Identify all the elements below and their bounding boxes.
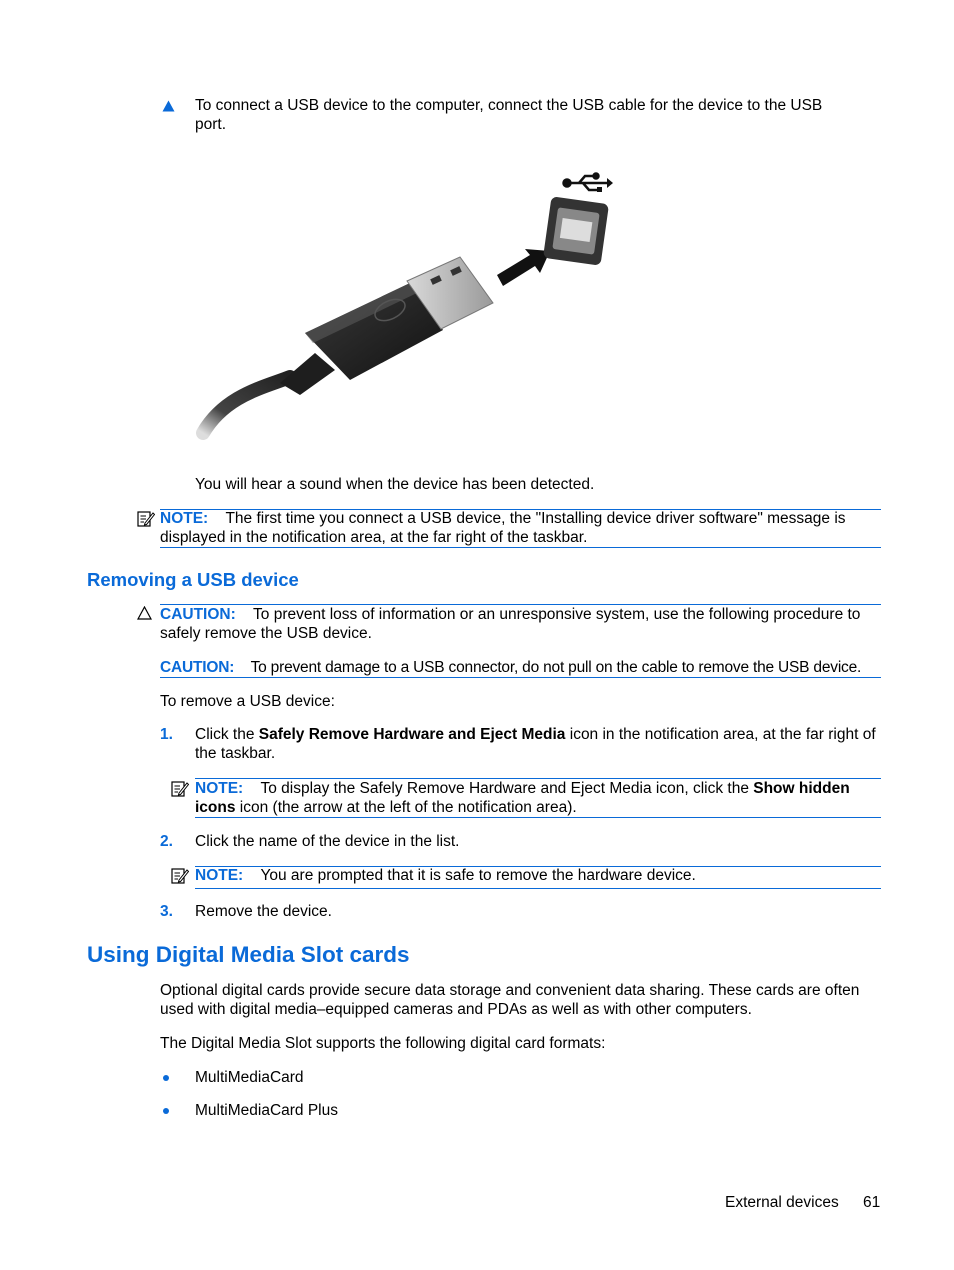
bullet-icon [163,1075,169,1081]
note2-post: icon (the arrow at the left of the notification area). [235,799,577,816]
note2-bottom-rule [195,817,881,818]
caution1-label: CAUTION: [160,606,236,623]
dms-paragraph-1: Optional digital cards provide secure data storage and convenient data sharing. These cards are often used with digital media–equipped cameras and PDAs as well as with other computers. [160,982,860,1018]
sound-note-text: You will hear a sound when the device has been detected. [195,476,595,493]
step3-text: Remove the device. [195,903,332,920]
step-triangle-icon [162,100,175,112]
usb-figure [195,165,625,445]
step1-number: 1. [160,726,173,743]
insert-arrow-icon [497,249,550,286]
list-item: MultiMediaCard Plus [195,1102,338,1119]
note-pencil-icon [137,510,155,528]
note2-pencil-icon [171,780,189,798]
step-intro-text: To connect a USB device to the computer, connect the USB cable for the device to the USB port. [195,97,823,133]
caution1-block [160,605,882,643]
caution-triangle-icon [137,606,152,620]
caution2-label: CAUTION: [160,659,235,676]
step2-number: 2. [160,833,173,850]
remove-intro-text: To remove a USB device: [160,693,335,710]
list-item: MultiMediaCard [195,1069,304,1086]
usb-trident-icon [564,174,614,193]
step1-bold: Safely Remove Hardware and Eject Media [258,726,566,743]
step1-post: icon in the notification area, at the far right of the taskbar. [195,726,876,762]
heading-digital-media-slot: Using Digital Media Slot cards [87,942,410,967]
note1-text: The first time you connect a USB device, the "Installing device driver software" message is displayed in the notification area, at the far right of the taskbar. [160,510,846,546]
note2-label: NOTE: [195,780,244,797]
note3-block [195,866,879,885]
step1-pre: Click the [195,726,259,743]
note2-bold: Show hidden icons [195,780,850,816]
caution1-text: To prevent loss of information or an unresponsive system, use the following procedure to safely remove the USB device. [160,606,861,642]
caution2-text: To prevent damage to a USB connector, do not pull on the cable to remove the USB device. [250,659,862,676]
step1-text [195,725,883,763]
caution2-bottom-rule [160,677,881,678]
note1-block [160,509,875,547]
step2-text: Click the name of the device in the list. [195,833,460,850]
note3-pencil-icon [171,867,189,885]
note2-block [195,779,879,817]
note2-pre: To display the Safely Remove Hardware and Eject Media icon, click the [260,780,754,797]
note3-text: You are prompted that it is safe to remove the hardware device. [260,867,696,884]
footer-page-number: 61 [863,1194,881,1211]
note1-bottom-rule [160,547,881,548]
note1-label: NOTE: [160,510,209,527]
note3-bottom-rule [195,888,881,889]
bullet-icon [163,1108,169,1114]
note3-label: NOTE: [195,867,244,884]
step3-number: 3. [160,903,173,920]
footer-section-name: External devices [725,1194,839,1211]
heading-removing-usb: Removing a USB device [87,569,299,590]
dms-paragraph-2: The Digital Media Slot supports the following digital card formats: [160,1035,606,1052]
caution2-block [160,658,882,677]
